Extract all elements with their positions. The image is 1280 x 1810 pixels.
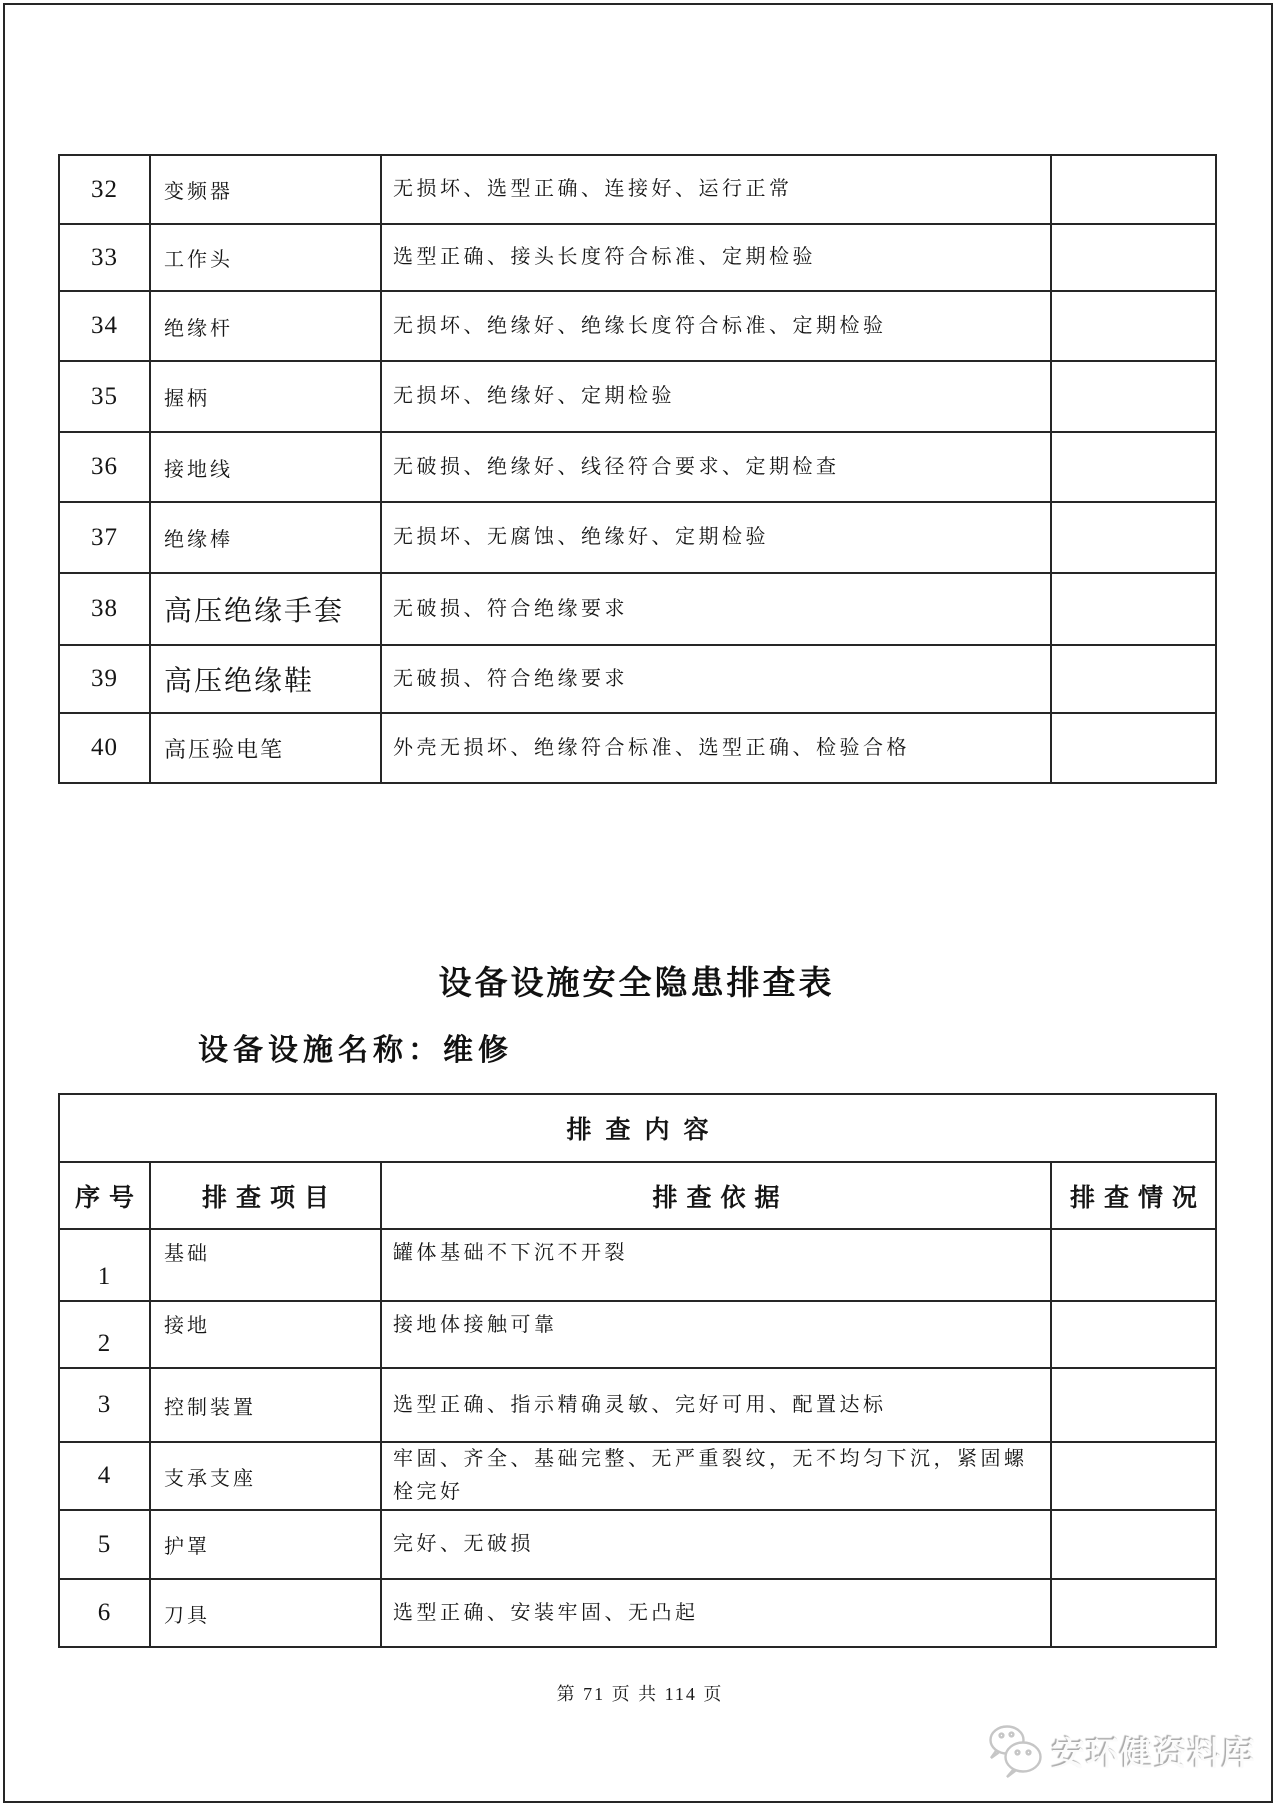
inspection-content-header: 排查内容 xyxy=(59,1094,1216,1162)
status-cell xyxy=(1051,1301,1216,1368)
basis-cell: 接地体接触可靠 xyxy=(381,1301,1051,1368)
table-row xyxy=(59,224,1216,291)
table-row xyxy=(59,502,1216,573)
table-row xyxy=(59,1368,1216,1442)
item-cell: 变频器 xyxy=(150,155,381,224)
item-cell: 护罩 xyxy=(150,1510,381,1579)
row-number-cell: 36 xyxy=(59,432,150,502)
status-cell xyxy=(1051,1229,1216,1301)
status-cell xyxy=(1051,502,1216,573)
status-cell xyxy=(1051,713,1216,783)
table-header-row xyxy=(59,1094,1216,1162)
table-row xyxy=(59,1442,1216,1510)
item-cell: 支承支座 xyxy=(150,1442,381,1510)
basis-cell: 完好、无破损 xyxy=(381,1510,1051,1579)
table-row xyxy=(59,645,1216,713)
table-row xyxy=(59,291,1216,361)
row-number-cell: 5 xyxy=(59,1510,150,1579)
basis-cell: 无破损、绝缘好、线径符合要求、定期检查 xyxy=(381,432,1051,502)
table-row xyxy=(59,1510,1216,1579)
table-row xyxy=(59,432,1216,502)
item-cell: 绝缘棒 xyxy=(150,502,381,573)
col-header-no: 序号 xyxy=(59,1162,150,1229)
item-cell: 高压绝缘手套 xyxy=(150,573,381,645)
row-number-cell: 38 xyxy=(59,573,150,645)
row-number-cell: 33 xyxy=(59,224,150,291)
basis-cell: 无损坏、绝缘好、绝缘长度符合标准、定期检验 xyxy=(381,291,1051,361)
col-header-item: 排查项目 xyxy=(150,1162,381,1229)
basis-cell: 无破损、符合绝缘要求 xyxy=(381,573,1051,645)
status-cell xyxy=(1051,1442,1216,1510)
status-cell xyxy=(1051,291,1216,361)
watermark xyxy=(984,1722,1256,1780)
row-number-cell: 4 xyxy=(59,1442,150,1510)
row-number-cell: 6 xyxy=(59,1579,150,1647)
column-header-row xyxy=(59,1162,1216,1229)
row-number-cell: 1 xyxy=(59,1229,150,1301)
item-cell: 接地线 xyxy=(150,432,381,502)
table-row xyxy=(59,1579,1216,1647)
item-cell: 握柄 xyxy=(150,361,381,432)
table-row xyxy=(59,713,1216,783)
row-number-cell: 34 xyxy=(59,291,150,361)
row-number-cell: 37 xyxy=(59,502,150,573)
basis-cell: 无损坏、绝缘好、定期检验 xyxy=(381,361,1051,432)
row-number-cell: 3 xyxy=(59,1368,150,1442)
item-cell: 绝缘杆 xyxy=(150,291,381,361)
table-row xyxy=(59,1301,1216,1368)
page-number-footer: 第 71 页 共 114 页 xyxy=(556,1684,724,1704)
equipment-inspection-table-continued xyxy=(58,154,1217,784)
table-row xyxy=(59,361,1216,432)
equipment-name-label: 设备设施名称： xyxy=(198,1034,443,1067)
wechat-bubbles-icon xyxy=(984,1722,1046,1780)
item-cell: 刀具 xyxy=(150,1579,381,1647)
basis-cell: 罐体基础不下沉不开裂 xyxy=(381,1229,1051,1301)
item-cell: 接地 xyxy=(150,1301,381,1368)
table-row xyxy=(59,573,1216,645)
basis-cell: 选型正确、安装牢固、无凸起 xyxy=(381,1579,1051,1647)
item-cell: 工作头 xyxy=(150,224,381,291)
table-row xyxy=(59,1229,1216,1301)
basis-cell: 无损坏、无腐蚀、绝缘好、定期检验 xyxy=(381,502,1051,573)
status-cell xyxy=(1051,361,1216,432)
status-cell xyxy=(1051,1368,1216,1442)
equipment-name-value: 维修 xyxy=(443,1034,513,1067)
row-number-cell: 2 xyxy=(59,1301,150,1368)
equipment-name-line xyxy=(198,1032,513,1070)
basis-cell: 无破损、符合绝缘要求 xyxy=(381,645,1051,713)
row-number-cell: 40 xyxy=(59,713,150,783)
row-number-cell: 39 xyxy=(59,645,150,713)
row-number-cell: 35 xyxy=(59,361,150,432)
basis-cell: 无损坏、选型正确、连接好、运行正常 xyxy=(381,155,1051,224)
col-header-basis: 排查依据 xyxy=(381,1162,1051,1229)
item-cell: 控制装置 xyxy=(150,1368,381,1442)
status-cell xyxy=(1051,432,1216,502)
status-cell xyxy=(1051,155,1216,224)
item-cell: 高压验电笔 xyxy=(150,713,381,783)
basis-cell: 牢固、齐全、基础完整、无严重裂纹，无不均匀下沉，紧固螺栓完好 xyxy=(381,1442,1051,1510)
col-header-status: 排查情况 xyxy=(1051,1162,1216,1229)
basis-cell: 选型正确、指示精确灵敏、完好可用、配置达标 xyxy=(381,1368,1051,1442)
watermark-text: 安环健资料库 xyxy=(1052,1734,1256,1772)
basis-cell: 外壳无损坏、绝缘符合标准、选型正确、检验合格 xyxy=(381,713,1051,783)
status-cell xyxy=(1051,224,1216,291)
maintenance-inspection-table xyxy=(58,1093,1217,1648)
status-cell xyxy=(1051,645,1216,713)
basis-cell: 选型正确、接头长度符合标准、定期检验 xyxy=(381,224,1051,291)
item-cell: 高压绝缘鞋 xyxy=(150,645,381,713)
status-cell xyxy=(1051,1579,1216,1647)
page-title: 设备设施安全隐患排查表 xyxy=(438,966,835,1002)
table-row xyxy=(59,155,1216,224)
item-cell: 基础 xyxy=(150,1229,381,1301)
status-cell xyxy=(1051,573,1216,645)
row-number-cell: 32 xyxy=(59,155,150,224)
status-cell xyxy=(1051,1510,1216,1579)
